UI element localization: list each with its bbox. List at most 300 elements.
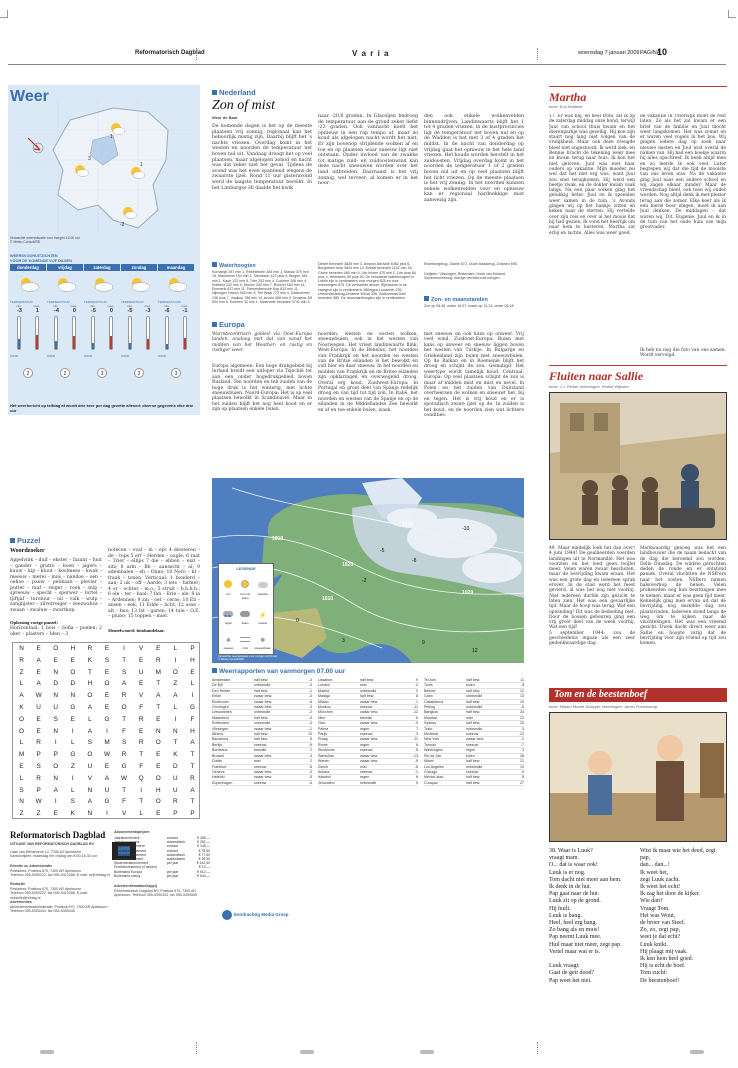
grid-letter: F <box>139 763 144 770</box>
grid-letter: E <box>156 715 161 723</box>
grid-letter: E <box>156 645 161 652</box>
grid-letter: E <box>104 763 110 770</box>
city-cell: Montreal <box>424 732 438 737</box>
temp-cell: -2 <box>414 683 418 688</box>
grid-letter: G <box>104 715 110 723</box>
city-cell: Bordeaux <box>212 748 228 753</box>
city-cell: Dublin <box>212 759 223 764</box>
grid-letter: T <box>87 668 92 676</box>
grid-letter: T <box>190 751 195 759</box>
temp-cell: -12 <box>412 710 418 715</box>
city-cell: Praag <box>318 737 328 742</box>
type-cell: per jaar <box>166 861 179 866</box>
binding-dots-right <box>537 48 539 60</box>
city-cell: Zürich <box>318 764 328 769</box>
grid-letter: E <box>70 656 75 664</box>
grid-letter: E <box>36 715 41 723</box>
condition-cell: zwaar bew. <box>466 737 484 742</box>
condition-cell: zwaar bew. <box>254 775 272 780</box>
day-label: vrijdag <box>47 264 83 271</box>
condition-cell: zwaar bew. <box>254 726 272 731</box>
colofon-redactie-title: Redactie <box>10 882 25 886</box>
grid-letter: U <box>173 774 178 782</box>
temp-cell: 2 <box>310 748 312 753</box>
grid-letter: O <box>87 692 93 700</box>
sallie-comic-panel <box>549 392 727 540</box>
grid-letter: E <box>190 668 195 676</box>
city-cell: Bangkok <box>424 710 438 715</box>
nl-land <box>53 108 168 228</box>
type-cell: automatisch <box>166 857 186 862</box>
price-cell: € 644,— <box>197 873 210 878</box>
temp-cell: -3 <box>308 705 312 710</box>
grid-letter: I <box>191 692 194 700</box>
temp-cell: -4 <box>308 683 312 688</box>
grid-letter: K <box>87 656 93 664</box>
max-label: max. <box>181 304 189 308</box>
city-temp-5: 9 <box>422 640 425 646</box>
adult-figure <box>656 735 684 821</box>
sallie-illustration <box>550 393 727 540</box>
forecast-day-3 <box>84 264 120 406</box>
colofon-address: Laan van Westenenk 12, 7336 AZ Apeldoorn Kantoortijden: maandag t/m vrijdag van 8.00-16.30 uur <box>10 850 97 859</box>
price-cell: € 78,50 <box>198 848 210 853</box>
condition-cell: regen <box>360 726 370 731</box>
condition-cell: sneeuw <box>360 705 373 710</box>
cloudy-icon <box>121 274 157 294</box>
forecast-days <box>10 264 198 406</box>
max-temp: 0 <box>109 308 113 314</box>
tom-comic-panel <box>549 712 727 842</box>
grid-letter: Z <box>36 810 41 818</box>
netherlands-map <box>18 100 190 234</box>
weerrapporten-table-1 <box>212 678 312 786</box>
grid-letter: N <box>70 692 76 700</box>
city-cell: Parijs <box>318 732 327 737</box>
temp-cell: 6 <box>416 715 418 720</box>
thunder-icon: ⚡ <box>259 612 267 619</box>
condition-cell: half bew. <box>466 688 481 693</box>
city-cell: Oslo <box>318 721 326 726</box>
cloudy-icon <box>84 274 120 294</box>
grid-letter: D <box>173 763 178 770</box>
price-cell: € 142,50 <box>196 861 210 866</box>
condition-cell: regen <box>360 742 370 747</box>
pressure-label-3: 1030 <box>402 522 414 528</box>
temp-cell: -12 <box>518 732 524 737</box>
city-cell: Helsinki <box>212 775 225 780</box>
grid-letter: S <box>53 715 58 723</box>
legend-item: ❅ sneeuwbuien <box>254 637 271 650</box>
condition-cell: zwaar bew. <box>254 769 272 774</box>
grid-letter: F <box>122 727 127 735</box>
nederland-col1: De komende dagen is het op de meeste plaatsen vrij zonnig, regionaal kan het behoorlijk mistig zijn. Daarbij blijft het 's nachts vriezen. Overdag komt in het westen en noorden de temperatuur net boven nul uit. Vandaag droogt het op veel plaatsen, maar afgelopen zonod en nacht was dat zeker niet het geval. Tijdens de avond was het even spannend wegens de zwaarste ijzel. Rond 11 uur gisteravond werd de laagste temperatuur bereikt. In het Limburgse Hl daalde het kwik <box>212 124 312 191</box>
europe-map <box>212 478 524 663</box>
city-cell: Miami <box>424 759 434 764</box>
map-temp-1: 1 <box>110 134 113 140</box>
city-cell: Leeuwarden <box>212 710 232 715</box>
sallie-title: Fluiten naar Sallie <box>549 369 644 383</box>
grid-letter: S <box>70 798 75 806</box>
sallie-col2: Merkwaardig genoeg was het een landbouwer die de naam bedacht van de dag die beroemd zou worden, Dolle Dinsdag. De wildste geruchten deden de ronde en er ontstond paniek. Overal vluchtten de NSB'ers naar het oosten. NSBers namen halsoverkop de benen. Velen probeerden nog hun bezittingen mee te nemen, maar er was geen tijd meer. Kennelijk ging men ervan uit dat de bevrijding nog dezelfde dag zou plaatsvinden. Iedereen stond langs de weg om te kijken naar de vluchtelingen. Het was een vreemd gezicht. Dwek dacht direct weer aan Sallie en hoopte vurig dat de bevrijding voor zijn vriend op tijd zou komen. <box>640 546 726 647</box>
temp-cell: -11 <box>413 737 418 742</box>
condition-cell: buien <box>466 753 475 758</box>
temp-cell: 2 <box>310 759 312 764</box>
city-cell: Toronto <box>424 742 436 747</box>
temp-cell: -9 <box>520 769 524 774</box>
city-cell: Den Helder <box>212 688 231 693</box>
forecast-day-2 <box>47 264 83 406</box>
binding-dots-bottom-right <box>537 1042 539 1054</box>
condition-cell: onbewolkt <box>360 780 377 785</box>
weer-title: Weer <box>10 88 49 105</box>
condition-cell: zwaar bew. <box>254 694 272 699</box>
city-cell: Kopenhagen <box>212 780 233 785</box>
temp-cell: -9 <box>414 759 418 764</box>
condition-cell: mist <box>466 715 473 720</box>
colofon-advertenties: Abonnementsadministratie: Postbus 670, 7300 AR Apeldoorn Telefoon 055-5390444, fax 055-5390445 <box>10 905 108 914</box>
grid-letter: I <box>71 727 74 735</box>
temp-cell: -9 <box>308 742 312 747</box>
woordzoeker-grid <box>12 642 200 819</box>
temp-cell: 6 <box>310 737 312 742</box>
condition-cell: onbewolkt <box>466 764 483 769</box>
grid-letter: M <box>104 739 110 747</box>
temp-cell: -9 <box>414 721 418 726</box>
condition-cell: zwaar bew. <box>360 753 378 758</box>
city-cell: Rio de Jan. <box>424 753 443 758</box>
condition-cell: sneeuw <box>254 764 267 769</box>
legend-item: bewolkt <box>255 573 271 600</box>
condition-cell: bewolkt <box>360 715 373 720</box>
grid-letter: H <box>87 680 93 688</box>
temp-label: TEMPERATUUR <box>158 300 181 304</box>
city-cell: Chicago <box>424 769 438 774</box>
weerrapporten-head: Weerrapporten van vanmorgen 07.00 uur <box>212 668 345 675</box>
grid-letter: I <box>106 810 108 818</box>
temp-cell: 21 <box>520 759 524 764</box>
min-temp: -3 <box>17 308 22 314</box>
binding-dots-bottom-left <box>196 1042 198 1054</box>
grid-letter: F <box>139 704 144 711</box>
ad-title: Advertentiemaatschappij <box>114 884 157 888</box>
condition-cell: sneeuw <box>254 742 267 747</box>
grid-letter: S <box>121 739 127 747</box>
condition-cell: sneeuw <box>466 769 479 774</box>
condition-cell: zwaar bew. <box>254 753 272 758</box>
grid-letter: I <box>140 786 143 794</box>
temp-cell: 0 <box>416 688 418 693</box>
product-cell: Kwartaalabonnement <box>114 848 147 853</box>
grid-letter: A <box>190 739 195 747</box>
waterhoogten-col1: Kornamjn 287 min 1, Rheinfelden 384 min 1, Maxau 370 min 18, Mannheim 194 min 1, Steinbach 127 plus 4, Bingen 183 min 1, Kaub 122 min 9, Trier 252 min 4, Cochem 206 min 4, Koblenz 132 min 9, Keulen 205 min 7, Ruhrort 183 min 14, Emmerik 637 min 11, Pannerdensche Kop 812 min 11, Nijmegen Haven 935 min 9, Tiel Waal 773 min 4, Zaltbommel 246 plus 7, Vaalkop 788 min 14, Arcole 468 min 9, Drusene-Dif 594 min 8, Kuienen 32 min 1, Mazirvelle benedes 3742 min 3. <box>212 270 313 305</box>
grid-letter: Z <box>173 680 178 688</box>
condition-cell: zwaar bew. <box>360 710 378 715</box>
temp-cell: 6 <box>416 742 418 747</box>
condition-cell: onbewolkt <box>254 721 271 726</box>
weerrapporten-table-3 <box>424 678 524 786</box>
grid-letter: T <box>139 798 144 806</box>
grid-letter: E <box>104 645 110 652</box>
wegener-label: Eendrachtig Media Groep <box>234 912 289 917</box>
grid-letter: N <box>53 774 59 782</box>
temp-label: TEMPERATUUR <box>121 300 144 304</box>
grid-letter: W <box>121 774 128 782</box>
martha-col2: de vakantie in Uiterwijk moet de rest laten. Zo als het zat kwam er een brief van de familie en Juul mocht weer langskomen. Het was zomer en er waren veel vogels in het bos. Wij gingen iedere dag op zoek naar nieuwe nesten en Juul wist overal de namen van. Hij had een boekje waarin hij alles opschreef. Ik keek altijd mee en zo leerde ik ook veel. Later begrepen wij dat die tijd de mooiste van ons leven was. Na de vakantie ging Juul naar een andere school en wij zagen elkaar minder. Maar de vriendschap bleef, ook toen wij ouder werden. Nog altijd denk ik met plezier terug aan die zomer. Elke keer als ik een merel hoor zingen, moet ik aan Juul denken. De middagen – dat waren wij, Dit. Eugenie. Juul en ik in de tuin van het oude huis van mijn grootvader. <box>640 114 726 231</box>
product-cell: Kwartaalabonnement <box>114 852 147 857</box>
city-temp-8: -10 <box>462 526 470 532</box>
weerrapporten-col3 <box>424 678 524 786</box>
thermometer-max <box>35 316 39 350</box>
window <box>594 413 608 431</box>
shower-icon <box>240 611 250 617</box>
cloudy-icon <box>10 274 46 294</box>
thermometer-max <box>72 316 76 350</box>
pressure-label-1: 1020 <box>342 562 354 568</box>
thermometer-max <box>183 316 187 350</box>
wind-icon: 2 <box>60 368 70 378</box>
grid-letter: R <box>87 645 93 652</box>
grid-letter: L <box>19 739 24 747</box>
table-row <box>318 781 418 786</box>
city-cell: Washington <box>424 748 443 753</box>
city-cell: Istanbul <box>318 775 331 780</box>
martha-title: Martha <box>549 90 587 104</box>
thermometer-min <box>54 316 58 350</box>
price-cell: € 285,— <box>197 836 210 840</box>
prices-table <box>114 836 210 878</box>
grid-letter: R <box>190 774 195 782</box>
city-cell: Londen <box>318 683 330 688</box>
thermometer-min <box>91 316 95 350</box>
grid-letter: Z <box>70 763 75 770</box>
city-cell: Eindhoven <box>212 699 229 704</box>
temp-cell: 12 <box>520 688 524 693</box>
section-label: V a r i a <box>352 49 390 58</box>
colofon-advertenties-title: Advertenties <box>10 900 32 904</box>
grid-letter: L <box>71 786 75 794</box>
grid-letter: Z <box>19 668 24 676</box>
sallie-byline: tekst: J.J. Rickel, tekeningen: Roelof Wijkstra <box>549 384 629 389</box>
colofon-redactie: Postadres: Postbus 670, 7300 AR Apeldoorn Telefoon 055-5390222, fax 055-5412288, E-mail: redactie@refdag.nl <box>10 887 88 900</box>
puzzel-col2: notecen – oval – in – epc 4 diesteren – de – tops 5 erf – Herden – ougle; 6 raat – Trier – ellips 7 die – ebben – exit – sitz; 8 arm – Bb – aansecht – ai; 9 adembalen – eh – Onno; 10 Nero – bl – fraak – tonen. Verticaal: 1 bonderd – aan; 2 uk – off – Aarde; 3 iets – farmer; 4 or – ochter – m.o.; 5 struit – b.h.h.h.; 6 ole – ter – baal; 7 fan – Erie – ale; 8 ia – Ardennen; 9 zin – oet – ceras; 10 Eli – ansen – eek; 11 Edde – licht; 12 usse – alt – bus; 13 Ist – gisten; 14 tule – O.E. – piuno; 15 toppen – mier. <box>108 548 200 619</box>
grid-letter: G <box>121 763 127 770</box>
wind-label: WIND <box>10 354 18 358</box>
solution-text: Horizontaal: 1 bois – Sofia – poelen; 2 oker – plasters – Iden – 3 <box>10 626 102 637</box>
product-cell: Halfjaarabonnement <box>114 844 145 849</box>
grid-letter: R <box>138 739 144 747</box>
date-label: woensdag 7 januari 2009 <box>578 50 640 56</box>
condition-cell: sneeuw <box>466 732 479 737</box>
temp-cell: 10 <box>520 764 524 769</box>
grid-letter: L <box>71 739 75 747</box>
condition-cell: onbewolkt <box>466 726 483 731</box>
grid-letter: A <box>87 798 93 806</box>
building <box>560 403 620 473</box>
condition-cell: zwaar bew. <box>360 721 378 726</box>
city-cell: Casablanca <box>424 699 443 704</box>
grid-letter: N <box>173 727 178 735</box>
tom-col2: Wist ik maar wie het deed, zegt pap, dan... dan...! Ik weet het, zegt Luuk zacht. Ik weet het echt! Ik zag het door de kijker. Wie dan? Vraagt Tom. Het was Wout, de broer van Steef. Zo, zo, zegt pap, weet je dat echt? Luuk knikt. Hij plaagt mij vaak. Ik ken hem heel goed. Hij is echt de boef. Tom zucht: De beestenboef! <box>640 848 716 984</box>
legend-title: LEGENDE <box>236 566 256 571</box>
snow-icon: ❄ <box>225 637 231 644</box>
day-label: zondag <box>121 264 157 271</box>
condition-cell: mist <box>254 759 261 764</box>
crowd <box>582 475 658 525</box>
grid-letter: O <box>155 739 161 747</box>
grid-letter: Z <box>19 810 24 818</box>
city-temp-7: -8 <box>412 558 417 564</box>
temp-cell: -6 <box>308 699 312 704</box>
condition-cell: half bew. <box>254 737 269 742</box>
forecast-day-1 <box>10 264 46 406</box>
martha-top-rule <box>549 86 727 87</box>
grid-letter: U <box>104 786 110 794</box>
city-cell: Lissabon <box>318 678 333 682</box>
day-label: donderdag <box>10 264 46 271</box>
grid-letter: E <box>36 668 41 676</box>
grid-letter: N <box>19 798 24 806</box>
grid-letter: R <box>138 715 144 723</box>
city-cell: Eelde <box>212 694 222 699</box>
grid-letter: N <box>87 810 93 818</box>
grid-letter: I <box>174 656 177 664</box>
min-temp: -6 <box>164 308 170 314</box>
nederland-headline: Zon of mist <box>212 98 276 113</box>
colofon-directie-title: Directie en Administratie <box>10 864 53 868</box>
temp-label: TEMPERATUUR <box>10 300 33 304</box>
waterhoogten-col2: Dintelt beneden 3828 min 3, Ampsin-Neuville 6462 plus 6, Borgharen dorp 3844 min 14, Eefdal beneden 1132 min 18, Grave beneden 485 min 9, Lith boven 470 min 1, Lith dorp 84 plus 4, Heesbeen 50 plus 16. De verwachte waterhoogten in Lobith zijn in centimeters voor morgen 825 en voor overmorgen 875. De verwachte afvoer, Rijnstroom in de vaargeul zijn in centimeters: Millingen-Louisenfn 235, Universiteitsbrug-Drusene Weurt 336, Sluitzomaal Deel beneden 385. De doorvaarthoogten zijn in centimeters: <box>318 262 416 301</box>
temp-cell: 8 <box>416 694 418 699</box>
grid-letter: O <box>19 727 25 735</box>
grid-letter: O <box>53 645 59 652</box>
grid-letter: R <box>121 751 127 759</box>
city-cell: Groningen <box>212 705 229 710</box>
temp-cell: 11 <box>520 678 524 682</box>
product-cell: Jaarabonnement <box>114 840 140 845</box>
wind-icon: 3 <box>171 368 181 378</box>
wind-icon: 2 <box>23 368 33 378</box>
martha-col-end: Ik heb nu nog die foto van ons samen. Wordt vervolgd. <box>640 348 726 359</box>
puzzel-col1: Appelvink – duif – ekster – fazant – fuut – gander – grutto – hoen – jagers – kauw – kip – kluut – koolmees – kwak – meeuw – merel – mus – nandoe – oen – oehoe – pauw – pelikaan – plevier – putter – raaf – reiger – roek – snip – spreeuw – specht – sperwer – tortel – tjiftjaf – tureluur – uil – valk – wulp – zanglijster – zilverreiger – zeezwaluw – zwaan – zwaluw – zwartkop. <box>10 558 102 613</box>
header-rule <box>8 64 726 65</box>
grid-letter: R <box>36 739 41 747</box>
temp-cell: 3 <box>522 748 524 753</box>
temp-cell: -1 <box>414 699 418 704</box>
condition-cell: bewolkt <box>254 748 267 753</box>
grid-letter: N <box>53 692 59 700</box>
puzzel-section-head: Puzzel <box>10 536 40 545</box>
temp-cell: -13 <box>412 753 418 758</box>
condition-cell: zwaar bew. <box>360 759 378 764</box>
condition-cell: sneeuw <box>254 780 267 785</box>
nederland-col3: den ook enkele wolkenvelden binnendrijven. Landinwaarts blijft het 1 tot 4 graden vriezen, in de kustprovincies ligt de temperatuur net boven nul en op de Wadden is het met 3 of 4 graden het mildst. In de nacht van donderdag op vrijdag gaat het opnieuw in het hele land vriezen. Het koude worden herstelt in het zuidoosten. Vrijdag overdag komt in het noorden de temperatuur 1 of 2 graden boven nul uit en op veel plaatsen blijft het licht vriezen. Op de meeste plaatsen is het vrij zonnig. In het noorden kunnen enkele wolkenvelden voor en opnieuw kan er regionaal hardnekkige mist aanwezig zijn. <box>424 114 524 203</box>
weerrapporten-table-2 <box>318 678 418 786</box>
grid-letter: I <box>106 727 108 735</box>
city-cell: Stockholm <box>318 748 335 753</box>
city-cell: Frankfurt <box>212 764 227 769</box>
city-cell: Ankara <box>318 769 330 774</box>
grid-letter: E <box>70 715 75 723</box>
grid-letter: V <box>121 810 127 818</box>
europa-intro: Warmtecentrisch gebied via Oost-Europa landen, analoog met dat van vanaf het midden van het Weather: en rustig en rustiger weer. <box>212 332 312 354</box>
martha-byline: tekst: Eva Noldeke <box>549 104 583 109</box>
city-cell: Mumbai <box>424 715 437 720</box>
europa-col3: met sneeuw en ook kans op onweer. Vrij veel wind. Zuidoost-Europa: Buien met kans op onweer en sneeuw liggen boven het westen van Turkije. In Bulgarije en Griekenland zijn buien met sneeuwbuien. Op de Balkan en in Roemenië blijft het droog en schijnt de zon. Gematigd. Het weertype wordt tamelijk koud. Centraal-Europa: Op veel plaatsen schijnt de zon is maar af midden mist en mist en nevel. In Polen en het zuiden van Duitsland overheersen de wolken en sneeuwt het, bij en tegen. Het is vrij koud en er is sporadisch zware ijzel op de. In zuiden is het koud, en de noorden zien wat lichtere condities. <box>424 332 524 419</box>
city-cell: Jeruzalem <box>318 780 335 785</box>
registration-mark-right <box>690 1050 704 1054</box>
temp-cell: 3 <box>522 726 524 731</box>
condition-cell: half bew. <box>254 732 269 737</box>
page-number: 10 <box>657 47 668 57</box>
grid-letter: G <box>70 704 76 711</box>
car <box>660 508 715 528</box>
grid-letter: N <box>53 668 59 676</box>
city-cell: Curaçao <box>424 780 438 785</box>
thermometer-min <box>17 316 21 350</box>
temp-cell: -3 <box>308 678 312 682</box>
grid-letter: U <box>138 668 144 676</box>
grid-letter: N <box>155 727 161 735</box>
grid-letter: O <box>87 751 93 759</box>
grid-letter: L <box>19 774 24 782</box>
temp-cell: -5 <box>308 715 312 720</box>
grid-letter: A <box>173 692 178 700</box>
paper-masthead: Reformatorisch Dagblad <box>135 50 205 56</box>
city-cell: Athene <box>212 732 224 737</box>
grid-letter: P <box>173 810 178 818</box>
grid-letter: S <box>36 763 41 770</box>
grid-letter: N <box>19 645 24 652</box>
grid-letter: A <box>36 656 41 664</box>
grid-letter: T <box>122 656 127 664</box>
hut-door <box>700 743 724 798</box>
grid-letter: E <box>139 656 144 664</box>
legend-item: buien <box>238 602 253 625</box>
tom-illustration <box>550 713 727 842</box>
min-label: min. <box>126 304 133 308</box>
max-temp: 1 <box>35 308 39 314</box>
nederland-section-head: Nederland <box>212 88 256 97</box>
grid-letter: A <box>190 786 195 794</box>
condition-cell: regen <box>466 748 476 753</box>
grid-letter: A <box>87 704 93 711</box>
temp-cell: 27 <box>520 780 524 785</box>
temp-cell: 13 <box>520 694 524 699</box>
grid-letter: M <box>18 751 25 759</box>
fog-icon <box>240 637 250 642</box>
grid-letter: L <box>173 704 178 711</box>
grid-letter: O <box>19 715 25 723</box>
city-cell: Palma <box>318 726 329 731</box>
pressure-label-4: 1020 <box>462 590 474 596</box>
city-temp-4: 3 <box>342 638 345 644</box>
city-cell: Los Angeles <box>424 764 444 769</box>
grid-letter: H <box>190 727 195 735</box>
condition-cell: onbewolkt <box>254 683 271 688</box>
grid-letter: A <box>121 680 127 688</box>
temp-cell: 24 <box>520 710 524 715</box>
grid-letter: O <box>70 668 76 676</box>
grid-letter: E <box>104 704 110 711</box>
sun-shower-icon <box>241 580 249 588</box>
grid-letter: E <box>139 727 144 735</box>
temp-cell: 8 <box>522 683 524 688</box>
grid-letter: P <box>36 786 41 794</box>
grid-letter: T <box>156 704 161 711</box>
nederland-col2: naar -20,8 graden. In Glaceljen bedroeg de temperatuur aan de grond zeker liefst -23 graden. Ook vannacht koelt het opnieuw in een rap tempo af, maar zo koud als afgelopen nacht wordt het niet. Er zijn bovenop strijdende wolken af en toe en op plaatsen waar sneeuw ligt niet ontstaan. Onder invloed van de zwakke tot matige zuid- en zuidoostenwind kan deze nacht sneeuwen worden over het land uitbreiden. Daarnaast is het vrij zonnig, wel tevreer; al komen er in het noor- <box>318 114 418 187</box>
grid-letter: E <box>156 751 161 759</box>
